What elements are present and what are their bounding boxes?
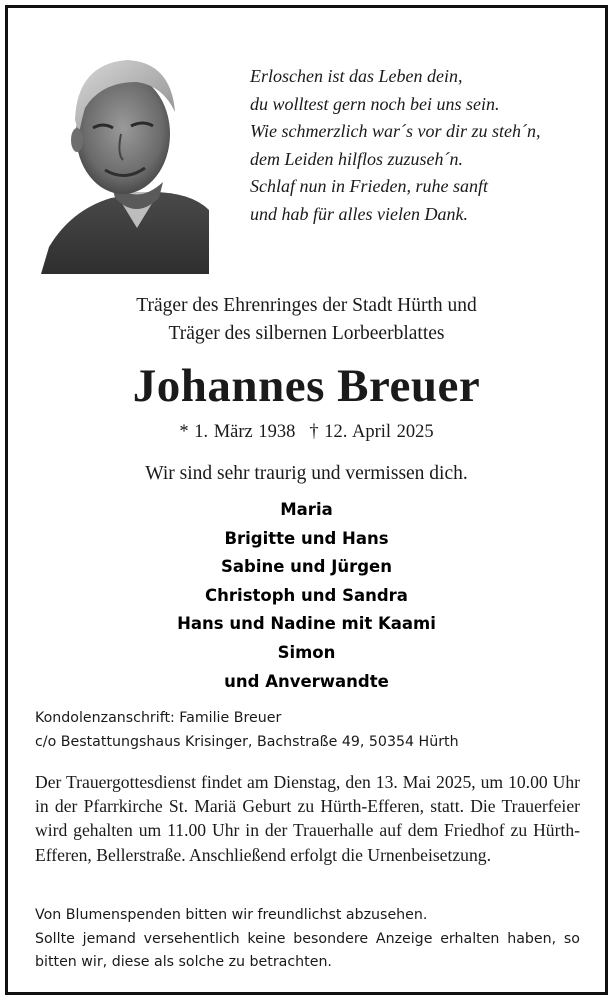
obituary-frame [5,5,608,995]
mourner-name: Simon [277,642,336,662]
poem-line: dem Leiden hilflos zuzuseh´n. [250,148,463,169]
mourners-list [8,496,605,696]
portrait-photo [41,42,209,274]
poem-line: du wolltest gern noch bei uns sein. [250,93,500,114]
mourner-name: Sabine und Jürgen [221,557,392,577]
flowers-note: Von Blumenspenden bitten wir freundlichst abzusehen. [35,907,428,923]
condolence-line: Kondolenzanschrift: Familie Breuer [35,710,282,726]
life-dates [8,420,605,444]
birth-date: * 1. März 1938 [179,422,296,442]
condolence-address [35,706,459,754]
poem-line: und hab für alles vielen Dank. [250,203,468,224]
death-date: † 12. April 2025 [309,422,434,442]
funeral-service-text: Der Trauergottesdienst findet am Dienstag, den 13. Mai 2025, um 10.00 Uhr in der Pfarrkirche St. Mariä Geburt zu Hürth-Efferen, statt. Die Trauerfeier wird gehalten um 11.00 Uhr in der Trauerhalle auf dem Friedhof zu Hürth-Efferen, Bellerstraße. Anschließend erfolgt die Urnenbeisetzung. [35,772,580,865]
deceased-name: Johannes Breuer [132,360,481,412]
poem-line: Schlaf nun in Frieden, ruhe sanft [250,176,488,196]
honor-line: Träger des Ehrenringes der Stadt Hürth und [136,295,477,316]
notes [35,904,580,975]
condolence-line: c/o Bestattungshaus Krisinger, Bachstraße 49, 50354 Hürth [35,734,459,750]
poem-line: Wie schmerzlich war´s vor dir zu steh´n, [250,121,541,141]
memorial-poem [250,63,590,228]
announcement-note: Sollte jemand versehentlich keine besondere Anzeige erhalten haben, so bitten wir, diese als solche zu betrachten. [35,930,580,970]
mourner-name: und Anverwandte [224,671,389,691]
mourner-name: Brigitte und Hans [224,528,389,548]
honors [8,292,605,348]
honor-line: Träger des silbernen Lorbeerblattes [168,323,445,344]
mourner-name: Christoph und Sandra [205,585,408,605]
poem-line: Erloschen ist das Leben dein, [250,66,463,86]
mourner-name: Maria [280,500,333,519]
mourning-line: Wir sind sehr traurig und vermissen dich. [145,463,468,484]
mourner-name: Hans und Nadine mit Kaami [177,614,436,634]
